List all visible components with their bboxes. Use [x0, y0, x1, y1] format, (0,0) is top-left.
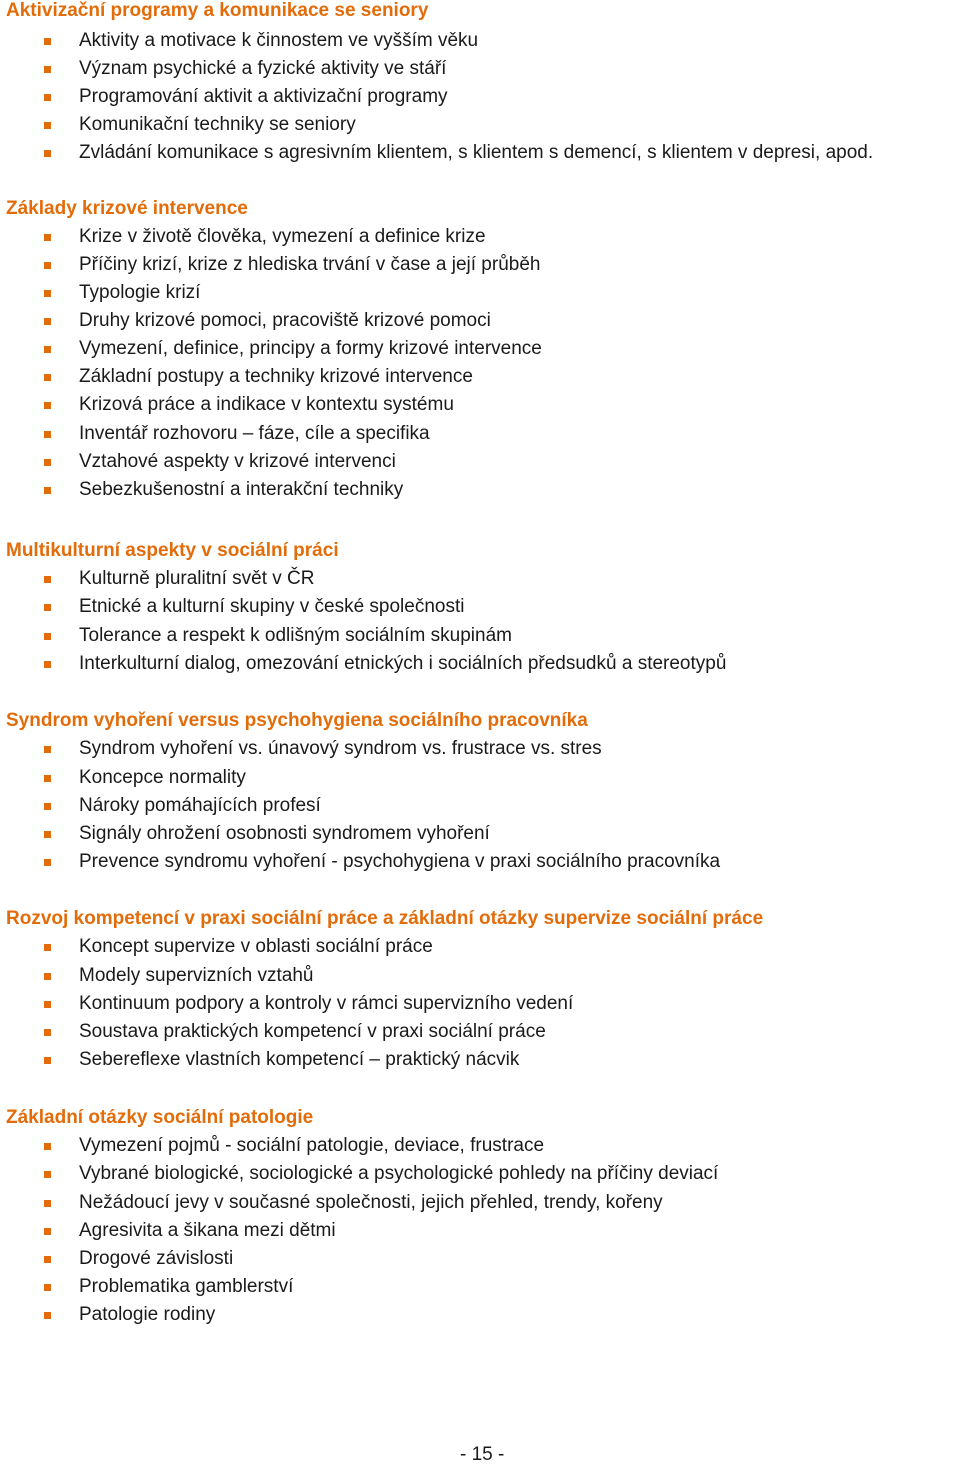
section-heading: Rozvoj kompetencí v praxi sociální práce a základní otázky supervize sociální práce	[6, 908, 764, 929]
square-bullet-icon	[44, 1171, 51, 1178]
section-heading: Základy krizové intervence	[6, 198, 248, 219]
square-bullet-icon	[44, 1228, 51, 1235]
square-bullet-icon	[44, 150, 51, 157]
square-bullet-icon	[44, 402, 51, 409]
square-bullet-icon	[44, 1143, 51, 1150]
page-number: - 15 -	[460, 1444, 505, 1465]
square-bullet-icon	[44, 318, 51, 325]
square-bullet-icon	[44, 290, 51, 297]
square-bullet-icon	[44, 374, 51, 381]
square-bullet-icon	[44, 1029, 51, 1036]
section-heading: Základní otázky sociální patologie	[6, 1107, 314, 1128]
square-bullet-icon	[44, 604, 51, 611]
square-bullet-icon	[44, 487, 51, 494]
square-bullet-icon	[44, 973, 51, 980]
square-bullet-icon	[44, 576, 51, 583]
square-bullet-icon	[44, 633, 51, 640]
section-heading: Syndrom vyhoření versus psychohygiena sociálního pracovníka	[6, 710, 588, 731]
square-bullet-icon	[44, 944, 51, 951]
square-bullet-icon	[44, 831, 51, 838]
square-bullet-icon	[44, 262, 51, 269]
square-bullet-icon	[44, 94, 51, 101]
square-bullet-icon	[44, 346, 51, 353]
square-bullet-icon	[44, 1200, 51, 1207]
section-heading: Multikulturní aspekty v sociální práci	[6, 540, 339, 561]
square-bullet-icon	[44, 431, 51, 438]
square-bullet-icon	[44, 1001, 51, 1008]
square-bullet-icon	[44, 122, 51, 129]
square-bullet-icon	[44, 66, 51, 73]
square-bullet-icon	[44, 775, 51, 782]
square-bullet-icon	[44, 746, 51, 753]
square-bullet-icon	[44, 1284, 51, 1291]
section-heading: Aktivizační programy a komunikace se seniory	[6, 0, 429, 21]
square-bullet-icon	[44, 803, 51, 810]
square-bullet-icon	[44, 1057, 51, 1064]
square-bullet-icon	[44, 859, 51, 866]
square-bullet-icon	[44, 1312, 51, 1319]
square-bullet-icon	[44, 459, 51, 466]
square-bullet-icon	[44, 661, 51, 668]
square-bullet-icon	[44, 1256, 51, 1263]
square-bullet-icon	[44, 234, 51, 241]
square-bullet-icon	[44, 38, 51, 45]
